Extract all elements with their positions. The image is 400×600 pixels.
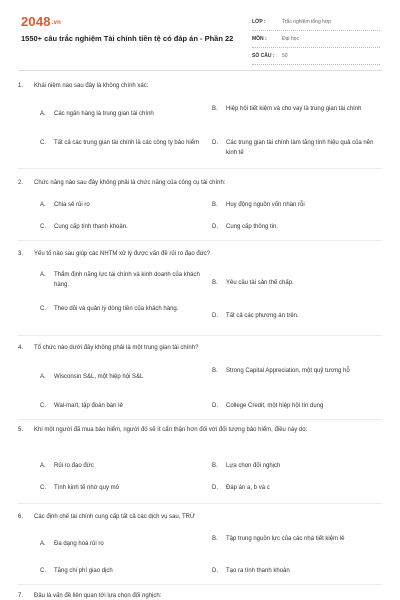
option-a[interactable]: A. Chia sẻ rủi ro [40, 202, 90, 208]
meta-row-so-cau: SỐ CÂU : 50 [252, 48, 380, 65]
option-d[interactable]: D. College Credit, một hiệp hội tín dụng [212, 403, 324, 409]
question-4: 4. Tổ chức nào dưới đây không phải là một trung gian tài chính? [18, 343, 382, 353]
meta-row-lop: LỚP : Trắc nghiệm tổng hợp [252, 14, 380, 31]
option-c[interactable]: C. Cung cấp tính thanh khoản. [40, 224, 128, 230]
option-d[interactable]: D. Đáp án a, b và c [212, 485, 270, 491]
option-b[interactable]: B. Yêu cầu tài sản thế chấp. [212, 280, 294, 286]
question-text: Yếu tố nào sau giúp các NHTM xử lý được vấn đề rủi ro đạo đức? [34, 251, 211, 257]
option-d[interactable]: D. Tạo ra tính thanh khoản [212, 568, 290, 574]
question-3: 3. Yếu tố nào sau giúp các NHTM xử lý được vấn đề rủi ro đạo đức? [18, 249, 382, 259]
question-separator [18, 240, 382, 241]
question-separator [18, 168, 382, 169]
option-a[interactable]: A. Thẩm định năng lực tài chính và kinh doanh của khách hàng. [40, 272, 200, 288]
question-separator [18, 503, 382, 504]
option-c[interactable]: C. Wal-mart, tập đoàn bán lẻ [40, 403, 123, 409]
option-d[interactable]: D. Các trung gian tài chính làm tăng tính hiệu quả của nền kinh tế [212, 140, 374, 156]
question-text: Tổ chức nào dưới đây không phải là một trung gian tài chính? [34, 345, 199, 351]
question-separator [18, 584, 382, 585]
option-c[interactable]: C. Theo dõi và quản lý dòng tiền của khách hàng. [40, 306, 179, 312]
question-text: Chức năng nào sau đây không phải là chức năng của công cụ tài chính: [34, 180, 226, 186]
document-meta [252, 14, 380, 65]
option-b[interactable]: B. Strong Capital Appreciation, một quỹ tương hỗ [212, 368, 350, 374]
option-b[interactable]: B. Hiệp hội tiết kiệm và cho vay là trung gian tài chính [212, 106, 362, 112]
header-divider [18, 70, 382, 71]
option-c[interactable]: C. Tăng chi phí giao dịch [40, 568, 113, 574]
site-logo[interactable]: 2048.vn [21, 14, 62, 29]
option-a[interactable]: A. Đa dạng hoá rủi ro [40, 541, 104, 547]
question-text: Khái niệm nào sau đây là không chính xác: [34, 83, 149, 89]
question-5: 5. Khi một người đã mua bảo hiểm, người đó sẽ ít cẩn thận hơn đối với đối tượng bảo hiểm, điều này do: [18, 425, 382, 435]
question-2: 2. Chức năng nào sau đây không phải là chức năng của công cụ tài chính: [18, 178, 382, 188]
option-a[interactable]: A. Rủi ro đạo đức [40, 463, 94, 469]
option-b[interactable]: B. Lựa chọn đối nghịch [212, 463, 281, 469]
option-a[interactable]: A. Wisconsin S&L, một hiệp hội S&L [40, 374, 144, 380]
option-d[interactable]: D. Tất cả các phương án trên. [212, 313, 299, 319]
option-c[interactable]: C. Tất cả các trung gian tài chính là các công ty bảo hiểm [40, 140, 200, 146]
question-text: Các định chế tài chính cung cấp tất cả các dịch vụ sau, TRỪ [34, 514, 196, 520]
question-1: 1. Khái niệm nào sau đây là không chính xác: [18, 81, 382, 91]
question-6: 6. Các định chế tài chính cung cấp tất cả các dịch vụ sau, TRỪ [18, 512, 382, 522]
option-b[interactable]: B. Tập trung nguồn lực của các nhà tiết kiệm lẻ [212, 536, 345, 542]
question-separator [18, 419, 382, 420]
option-b[interactable]: B. Huy động nguồn vốn nhàn rỗi [212, 202, 305, 208]
question-text: Khi một người đã mua bảo hiểm, người đó sẽ ít cẩn thận hơn đối với đối tượng bảo hiểm, điều này do: [34, 427, 308, 433]
question-text: Đâu là vấn đề liên quan tới lựa chọn đối nghịch: [34, 593, 162, 599]
option-c[interactable]: C. Tính kinh tế nhờ quy mô [40, 485, 119, 491]
option-d[interactable]: D. Cung cấp thông tin. [212, 224, 279, 230]
option-a[interactable]: A. Các ngân hàng là trung gian tài chính [40, 111, 154, 117]
question-7: 7. Đâu là vấn đề liên quan tới lựa chọn đối nghịch: [18, 591, 382, 600]
meta-row-mon: MÔN : Đại học [252, 31, 380, 48]
question-separator [18, 335, 382, 336]
page-header [0, 0, 400, 62]
document-title: 1550+ câu trắc nghiệm Tài chính tiền tệ có đáp án - Phần 22 [21, 34, 234, 43]
